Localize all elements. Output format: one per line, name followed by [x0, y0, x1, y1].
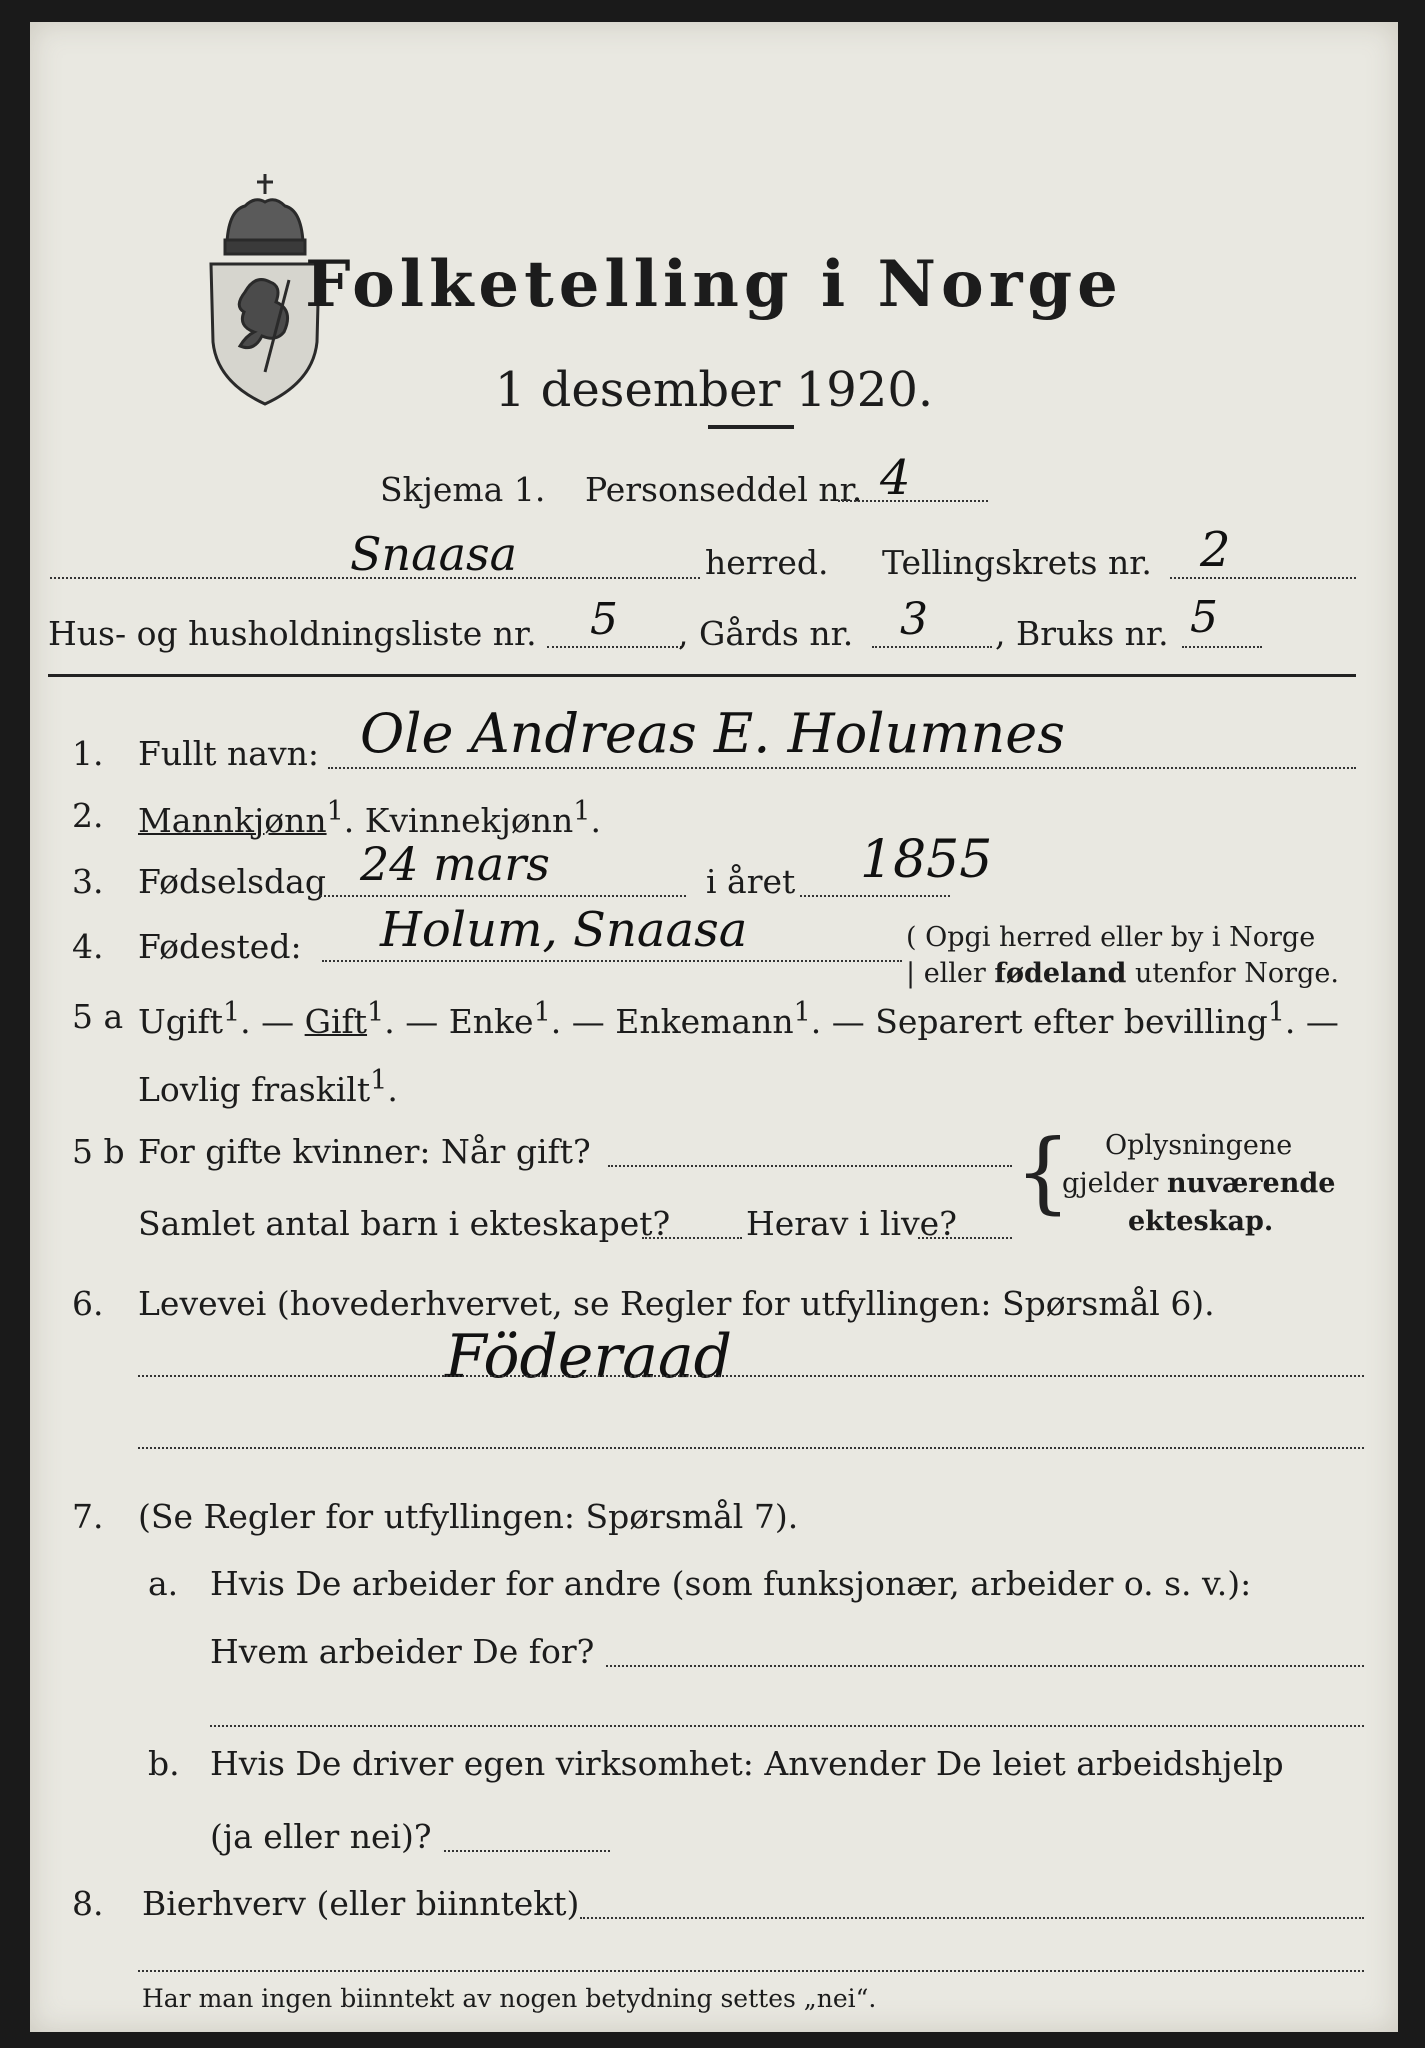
side-income-field-line: [580, 1917, 1364, 1919]
dash: —: [831, 1002, 865, 1041]
full-name-value[interactable]: Ole Andreas E. Holumnes: [360, 702, 1065, 765]
occupation-field-line2: [138, 1447, 1364, 1449]
q4-note-text2a: eller: [923, 958, 995, 989]
q4-note-line1: ( Opgi herred eller by i Norge: [906, 922, 1316, 953]
q4-note-text2c: utenfor Norge.: [1126, 958, 1339, 989]
q5b-label3: Herav i live?: [746, 1204, 957, 1243]
personseddel-field-line: [838, 500, 988, 502]
hired-help-field-line: [444, 1850, 610, 1852]
dash: —: [1305, 1002, 1339, 1041]
husholdningsliste-field-line: [547, 646, 682, 648]
lovlig-line: Lovlig fraskilt$^1$.: [138, 1065, 398, 1109]
herred-value[interactable]: Snaasa: [350, 527, 518, 581]
gift-option[interactable]: Gift: [304, 1002, 368, 1041]
husholdningsliste-value[interactable]: 5: [590, 594, 618, 645]
footnote-ref: 1: [222, 997, 241, 1028]
children-field-line: [642, 1237, 742, 1239]
q8-label: Bierhverv (eller biinntekt): [142, 1884, 580, 1923]
female-option[interactable]: Kvinnekjønn: [364, 801, 574, 840]
gards-value[interactable]: 3: [900, 594, 928, 645]
q5b-note1: Oplysningene: [1105, 1130, 1293, 1161]
q7b-question: (ja eller nei)?: [210, 1817, 432, 1856]
gards-field-line: [872, 646, 992, 648]
title-divider: [708, 425, 794, 429]
q6-number: 6.: [72, 1284, 104, 1323]
employer-field-line: [606, 1665, 1364, 1667]
alive-field-line: [918, 1237, 1012, 1239]
footnote-ref: 1: [367, 997, 385, 1028]
lovlig-fraskilt-option[interactable]: Lovlig fraskilt: [138, 1070, 371, 1109]
q4-number: 4.: [72, 927, 104, 966]
q2-options: [138, 796, 601, 840]
married-when-field-line: [608, 1165, 1012, 1167]
marital-status-options: Ugift$^1$. — Gift$^1$. — Enke$^1$. — Enkemann$^1$. — Separert efter bevilling$^1$. —: [138, 997, 1339, 1041]
q5b-note2: [1062, 1168, 1335, 1199]
q5b-label2: Samlet antal barn i ekteskapet?: [138, 1204, 671, 1243]
q4-note-line2: | eller fødeland utenfor Norge.: [906, 958, 1339, 989]
q7b-label: Hvis De driver egen virksomhet: Anvender De leiet arbeidshjelp: [210, 1744, 1284, 1783]
separert-option[interactable]: Separert efter bevilling: [875, 1002, 1268, 1041]
birthday-value[interactable]: 24 mars: [360, 837, 550, 891]
occupation-value[interactable]: Föderaad: [445, 1322, 733, 1392]
ugift-option[interactable]: Ugift: [138, 1002, 223, 1041]
year-label: i året: [706, 862, 796, 901]
male-option[interactable]: Mannkjønn: [138, 801, 327, 840]
footnote-ref: 1: [533, 997, 551, 1028]
birthyear-value[interactable]: 1855: [860, 830, 993, 890]
q1-field-line: [328, 767, 1356, 769]
q2-separator: .: [343, 801, 355, 840]
header-section-divider: [48, 674, 1356, 677]
dash: —: [261, 1002, 295, 1041]
birthyear-field-line: [800, 895, 950, 897]
q5b-number: 5 b: [72, 1132, 125, 1171]
q3-label: Fødselsdag: [138, 862, 326, 901]
tellingskrets-field-line: [1170, 577, 1356, 579]
husholdningsliste-label: Hus- og husholdningsliste nr.: [48, 614, 537, 653]
q5b-brace: {: [1015, 1120, 1071, 1223]
q1-number: 1.: [72, 734, 104, 773]
dash: —: [405, 1002, 439, 1041]
q1-label: Fullt navn:: [138, 734, 319, 773]
q3-number: 3.: [72, 862, 104, 901]
footnote-ref: 1: [793, 997, 811, 1028]
census-date: 1 desember 1920.: [494, 362, 934, 418]
personseddel-label: Personseddel nr.: [585, 470, 863, 509]
side-income-field-line2: [138, 1970, 1364, 1972]
q5b-note3: ekteskap.: [1128, 1206, 1274, 1237]
q4-note-text1: Opgi herred eller by i Norge: [925, 922, 1316, 953]
q7-label: (Se Regler for utfyllingen: Spørsmål 7).: [138, 1497, 799, 1536]
occupation-field-line1: [138, 1375, 1364, 1377]
q5b-label1: For gifte kvinner: Når gift?: [138, 1132, 591, 1171]
footnote-ref: 1: [1267, 997, 1285, 1028]
q5a-number: 5 a: [72, 997, 124, 1036]
herred-label: herred.: [705, 543, 829, 582]
footer-note: Har man ingen biinntekt av nogen betydning settes „nei“.: [142, 1984, 877, 2013]
q5b-note2a: gjelder: [1062, 1168, 1168, 1199]
q4-label: Fødested:: [138, 927, 302, 966]
q7b-letter: b.: [148, 1744, 180, 1783]
gards-label: , Gårds nr.: [678, 614, 854, 653]
q7a-question: Hvem arbeider De for?: [210, 1632, 595, 1671]
bruks-field-line: [1182, 646, 1262, 648]
q8-number: 8.: [72, 1884, 104, 1923]
q2-number: 2.: [72, 796, 104, 835]
personseddel-value[interactable]: 4: [880, 450, 911, 506]
bruks-label: , Bruks nr.: [995, 614, 1169, 653]
birthday-field-line: [320, 895, 686, 897]
q7a-letter: a.: [148, 1564, 179, 1603]
enke-option[interactable]: Enke: [448, 1002, 534, 1041]
birthplace-field-line: [322, 960, 902, 962]
q7-number: 7.: [72, 1497, 104, 1536]
skjema-label: Skjema 1.: [380, 470, 546, 509]
q5b-note2b: nuværende: [1167, 1168, 1336, 1199]
enkemann-option[interactable]: Enkemann: [615, 1002, 794, 1041]
employer-field-line2: [210, 1725, 1364, 1727]
footnote-ref: 1: [326, 796, 344, 827]
bruks-value[interactable]: 5: [1190, 592, 1218, 643]
q7a-label: Hvis De arbeider for andre (som funksjonær, arbeider o. s. v.):: [210, 1564, 1252, 1603]
footnote-ref: 1: [370, 1065, 388, 1096]
tellingskrets-label: Tellingskrets nr.: [882, 543, 1152, 582]
census-form-page: [30, 22, 1398, 2032]
footnote-ref: 1: [573, 796, 591, 827]
form-title: Folketelling i Norge: [305, 247, 1123, 322]
q4-note-text2b: fødeland: [994, 958, 1127, 989]
birthplace-value[interactable]: Holum, Snaasa: [380, 902, 748, 958]
q6-label: Levevei (hovederhvervet, se Regler for utfyllingen: Spørsmål 6).: [138, 1284, 1215, 1323]
dash: —: [571, 1002, 605, 1041]
tellingskrets-value[interactable]: 2: [1200, 522, 1231, 578]
q2-end: .: [590, 801, 601, 840]
